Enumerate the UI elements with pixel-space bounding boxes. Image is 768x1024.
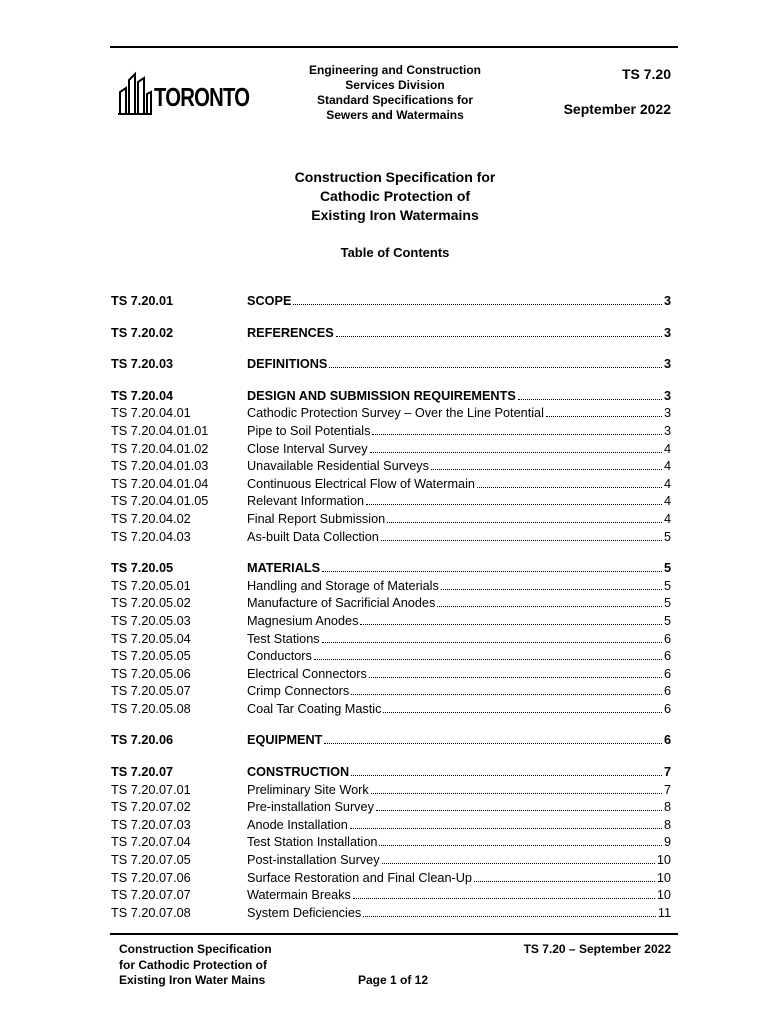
- toc-page: 10: [656, 870, 671, 885]
- toc-entry: [247, 326, 671, 340]
- toc-number: TS 7.20.05.07: [111, 684, 191, 699]
- toc-page: 8: [663, 817, 671, 832]
- toc-page: 3: [663, 406, 671, 421]
- toc-leader-dots: [431, 469, 662, 470]
- toc-number: TS 7.20.07.07: [111, 888, 191, 903]
- toc-page: 6: [663, 684, 671, 699]
- toc-leader-dots: [351, 775, 662, 776]
- toc-label: DESIGN AND SUBMISSION REQUIREMENTS: [247, 388, 516, 403]
- toc-section[interactable]: [111, 561, 681, 579]
- toc-label: Post-installation Survey: [247, 853, 380, 868]
- toc-page: 4: [663, 441, 671, 456]
- toc-label: Coal Tar Coating Mastic: [247, 701, 382, 716]
- toc-leader-dots: [351, 694, 662, 695]
- toc-page: 5: [663, 529, 671, 544]
- toc-page: 6: [663, 666, 671, 681]
- toc-page: 4: [663, 494, 671, 509]
- toc-subsection[interactable]: [111, 835, 681, 853]
- toc-entry: [247, 442, 671, 456]
- toc-label: Conductors: [247, 649, 312, 664]
- logo-wordmark: TORONTO: [154, 82, 250, 112]
- division-line: Standard Specifications for: [316, 93, 474, 107]
- toc-leader-dots: [322, 642, 662, 643]
- toc-leader-dots: [546, 416, 662, 417]
- toc-heading: Table of Contents: [340, 245, 450, 260]
- toc-label: Test Station Installation: [247, 835, 378, 850]
- toc-subsection[interactable]: [111, 406, 681, 424]
- toc-label: As-built Data Collection: [247, 529, 379, 544]
- toc-entry: [247, 477, 671, 491]
- title-line: Existing Iron Watermains: [311, 207, 479, 223]
- toc-number: TS 7.20.07.04: [111, 835, 191, 850]
- toc-entry: [247, 765, 671, 779]
- toc-number: TS 7.20.04.01.04: [111, 476, 209, 491]
- toc-entry: [247, 579, 671, 593]
- toc-number: TS 7.20.06: [111, 733, 174, 748]
- toc-number: TS 7.20.07.01: [111, 782, 191, 797]
- toc-page: 3: [663, 357, 671, 372]
- toc-leader-dots: [293, 304, 662, 305]
- toc-leader-dots: [474, 881, 655, 882]
- toc-number: TS 7.20.05.08: [111, 701, 191, 716]
- toc-leader-dots: [363, 916, 656, 917]
- toc-number: TS 7.20.07.08: [111, 905, 191, 920]
- toc-subsection[interactable]: [111, 442, 681, 460]
- toc-number: TS 7.20.05.04: [111, 631, 191, 646]
- toc-entry: [247, 512, 671, 526]
- toc-leader-dots: [477, 487, 662, 488]
- footer-line: Construction Specification: [119, 942, 272, 956]
- toc-page: 3: [663, 294, 671, 308]
- division-line: Services Division: [345, 78, 445, 92]
- toc-section[interactable]: [111, 357, 681, 375]
- toc-subsection[interactable]: [111, 702, 681, 720]
- toc-page: 5: [663, 596, 671, 611]
- toc-number: TS 7.20.05.05: [111, 649, 191, 664]
- toronto-logo: [117, 70, 250, 116]
- toc-number: TS 7.20.07: [111, 765, 174, 780]
- toc-label: Pre-installation Survey: [247, 800, 374, 815]
- toc-page: 9: [663, 835, 671, 850]
- city-hall-icon: [117, 70, 153, 116]
- toc-subsection[interactable]: [111, 906, 681, 924]
- toc-label: Magnesium Anodes: [247, 613, 359, 628]
- toc-subsection[interactable]: [111, 667, 681, 685]
- division-line: Engineering and Construction: [308, 63, 481, 77]
- toc-number: TS 7.20.04.02: [111, 511, 191, 526]
- toc-subsection[interactable]: [111, 818, 681, 836]
- toc-entry: [247, 294, 671, 308]
- toc-subsection[interactable]: [111, 853, 681, 871]
- toc-number: TS 7.20.04.03: [111, 529, 191, 544]
- toc-number: TS 7.20.07.03: [111, 817, 191, 832]
- toc-subsection[interactable]: [111, 684, 681, 702]
- toc-leader-dots: [360, 624, 662, 625]
- toc-leader-dots: [322, 571, 662, 572]
- toc-subsection[interactable]: [111, 649, 681, 667]
- toc-label: Cathodic Protection Survey – Over the Line Potential: [247, 406, 544, 421]
- toc-subsection[interactable]: [111, 424, 681, 442]
- toc-entry: [247, 906, 671, 920]
- toc-leader-dots: [353, 898, 655, 899]
- toc-page: 10: [656, 853, 671, 868]
- toc-page: 6: [663, 733, 671, 748]
- toc-label: Crimp Connectors: [247, 684, 350, 699]
- toc-leader-dots: [329, 367, 662, 368]
- toc-number: TS 7.20.07.06: [111, 870, 191, 885]
- footer-spec-date: TS 7.20 – September 2022: [523, 942, 671, 956]
- toc-subsection[interactable]: [111, 871, 681, 889]
- toc-entry: [247, 459, 671, 473]
- toc-section[interactable]: [111, 294, 681, 312]
- toc-entry: [247, 835, 671, 849]
- toc-label: DEFINITIONS: [247, 357, 328, 372]
- toc-number: TS 7.20.04.01: [111, 406, 191, 421]
- toc-label: Surface Restoration and Final Clean-Up: [247, 870, 472, 885]
- toc-page: 8: [663, 800, 671, 815]
- toc-leader-dots: [314, 659, 662, 660]
- toc-leader-dots: [441, 589, 662, 590]
- toc-entry: [247, 649, 671, 663]
- toc-leader-dots: [369, 677, 662, 678]
- toc-section[interactable]: [111, 326, 681, 344]
- toc-label: MATERIALS: [247, 561, 321, 576]
- toc-page: 5: [663, 578, 671, 593]
- toc-entry: [247, 818, 671, 832]
- toc-number: TS 7.20.05.06: [111, 666, 191, 681]
- toc-page: 7: [663, 782, 671, 797]
- toc-entry: [247, 684, 671, 698]
- toc-leader-dots: [372, 434, 662, 435]
- table-of-contents: [111, 294, 681, 923]
- toc-page: 5: [663, 561, 671, 576]
- toc-entry: [247, 702, 671, 716]
- toc-label: Preliminary Site Work: [247, 782, 369, 797]
- toc-label: Final Report Submission: [247, 511, 386, 526]
- toc-subsection[interactable]: [111, 632, 681, 650]
- toc-page: 3: [663, 423, 671, 438]
- toc-entry: [247, 596, 671, 610]
- title-line: Construction Specification for: [294, 169, 496, 185]
- toc-label: Handling and Storage of Materials: [247, 578, 439, 593]
- toc-entry: [247, 494, 671, 508]
- page-number: Page 1 of 12: [358, 973, 429, 987]
- toc-page: 3: [663, 388, 671, 403]
- toc-label: Watermain Breaks: [247, 888, 351, 903]
- spec-code: TS 7.20: [621, 66, 671, 82]
- toc-leader-dots: [324, 743, 662, 744]
- toc-label: Anode Installation: [247, 817, 348, 832]
- toc-subsection[interactable]: [111, 614, 681, 632]
- toc-label: Close Interval Survey: [247, 441, 368, 456]
- toc-entry: [247, 389, 671, 403]
- toc-entry: [247, 871, 671, 885]
- division-header: [290, 63, 500, 123]
- footer-line: Existing Iron Water Mains: [119, 973, 266, 987]
- toc-entry: [247, 406, 671, 420]
- toc-number: TS 7.20.05.01: [111, 578, 191, 593]
- toc-leader-dots: [379, 845, 661, 846]
- toc-subsection[interactable]: [111, 800, 681, 818]
- top-rule: [110, 46, 678, 48]
- document-title: [240, 168, 550, 225]
- toc-entry: [247, 853, 671, 867]
- toc-leader-dots: [376, 810, 662, 811]
- toc-label: Unavailable Residential Surveys: [247, 459, 429, 474]
- toc-number: TS 7.20.03: [111, 357, 174, 372]
- toc-number: TS 7.20.04: [111, 388, 174, 403]
- toc-leader-dots: [350, 828, 662, 829]
- footer-title: [119, 942, 272, 989]
- toc-entry: [247, 667, 671, 681]
- bottom-rule: [110, 933, 678, 935]
- toc-entry: [247, 614, 671, 628]
- toc-entry: [247, 530, 671, 544]
- toc-label: Pipe to Soil Potentials: [247, 423, 371, 438]
- toc-label: EQUIPMENT: [247, 733, 323, 748]
- toc-section[interactable]: [111, 765, 681, 783]
- toc-number: TS 7.20.07.02: [111, 800, 191, 815]
- toc-label: Continuous Electrical Flow of Watermain: [247, 476, 475, 491]
- toc-number: TS 7.20.04.01.01: [111, 423, 209, 438]
- toc-number: TS 7.20.05.03: [111, 613, 191, 628]
- toc-page: 7: [663, 765, 671, 780]
- toc-number: TS 7.20.04.01.03: [111, 459, 209, 474]
- toc-subsection[interactable]: [111, 477, 681, 495]
- toc-leader-dots: [366, 504, 662, 505]
- toc-number: TS 7.20.01: [111, 294, 174, 308]
- toc-page: 11: [657, 905, 671, 920]
- toc-label: CONSTRUCTION: [247, 765, 350, 780]
- toc-page: 6: [663, 631, 671, 646]
- title-line: Cathodic Protection of: [319, 188, 471, 204]
- spec-date: September 2022: [563, 101, 671, 117]
- toc-section[interactable]: [111, 733, 681, 751]
- toc-subsection[interactable]: [111, 530, 681, 548]
- toc-page: 4: [663, 511, 671, 526]
- toc-leader-dots: [382, 863, 655, 864]
- toc-entry: [247, 733, 671, 747]
- toc-label: System Deficiencies: [247, 905, 362, 920]
- toc-entry: [247, 888, 671, 902]
- footer-line: for Cathodic Protection of: [119, 957, 267, 972]
- toc-number: TS 7.20.07.05: [111, 853, 191, 868]
- toc-page: 4: [663, 459, 671, 474]
- toc-label: Manufacture of Sacrificial Anodes: [247, 596, 436, 611]
- toc-number: TS 7.20.04.01.02: [111, 441, 209, 456]
- toc-subsection[interactable]: [111, 494, 681, 512]
- toc-section[interactable]: [111, 389, 681, 407]
- toc-entry: [247, 783, 671, 797]
- toc-subsection[interactable]: [111, 459, 681, 477]
- toc-label: Relevant Information: [247, 494, 365, 509]
- toc-number: TS 7.20.05: [111, 561, 174, 576]
- toc-subsection[interactable]: [111, 783, 681, 801]
- toc-number: TS 7.20.02: [111, 325, 174, 340]
- toc-label: Electrical Connectors: [247, 666, 367, 681]
- toc-number: TS 7.20.04.01.05: [111, 494, 209, 509]
- toc-entry: [247, 800, 671, 814]
- toc-subsection[interactable]: [111, 579, 681, 597]
- toc-page: 6: [663, 701, 671, 716]
- toc-page: 3: [663, 325, 671, 340]
- toc-leader-dots: [383, 712, 661, 713]
- division-line: Sewers and Watermains: [326, 108, 464, 122]
- toc-entry: [247, 424, 671, 438]
- toc-entry: [247, 632, 671, 646]
- toc-leader-dots: [518, 399, 662, 400]
- toc-number: TS 7.20.05.02: [111, 596, 191, 611]
- toc-entry: [247, 561, 671, 575]
- toc-subsection[interactable]: [111, 888, 681, 906]
- toc-page: 5: [663, 613, 671, 628]
- toc-subsection[interactable]: [111, 596, 681, 614]
- toc-label: Test Stations: [247, 631, 320, 646]
- toc-page: 6: [663, 649, 671, 664]
- toc-page: 4: [663, 476, 671, 491]
- toc-page: 10: [656, 888, 671, 903]
- toc-leader-dots: [370, 452, 662, 453]
- toc-leader-dots: [437, 606, 662, 607]
- toc-leader-dots: [371, 793, 662, 794]
- toc-leader-dots: [381, 540, 662, 541]
- toc-label: SCOPE: [247, 294, 292, 308]
- toc-leader-dots: [387, 522, 662, 523]
- toc-subsection[interactable]: [111, 512, 681, 530]
- toc-label: REFERENCES: [247, 325, 334, 340]
- toc-entry: [247, 357, 671, 371]
- toc-leader-dots: [336, 336, 662, 337]
